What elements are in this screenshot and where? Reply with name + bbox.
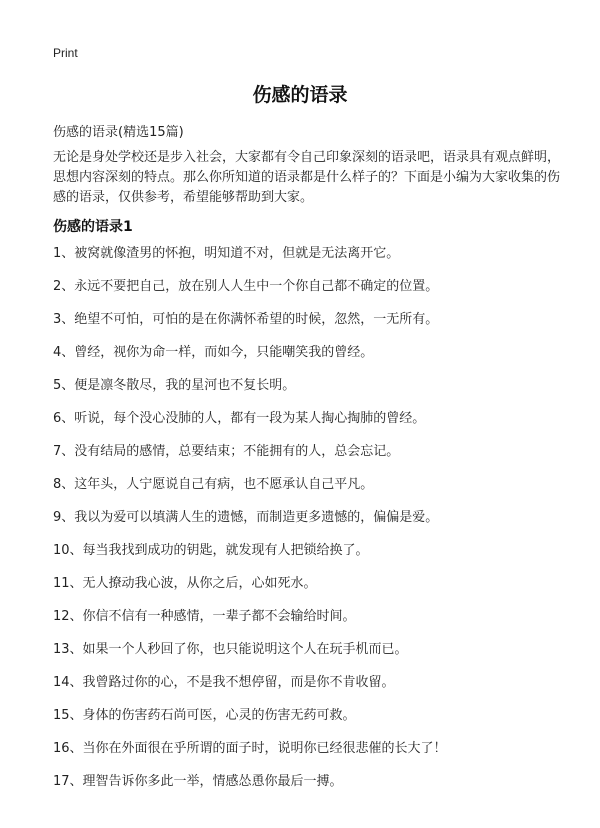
quote-item: 1、被窝就像渣男的怀抱，明知道不对，但就是无法离开它。 — [53, 246, 400, 261]
quote-item: 13、如果一个人秒回了你，也只能说明这个人在玩手机而已。 — [53, 642, 408, 657]
quote-item: 8、这年头，人宁愿说自己有病，也不愿承认自己平凡。 — [53, 477, 374, 492]
quote-list — [53, 245, 447, 806]
intro-paragraph: 无论是身处学校还是步入社会，大家都有令自己印象深刻的语录吧，语录具有观点鲜明，思想内容深刻的特点。那么你所知道的语录都是什么样子的？下面是小编为大家收集的伤感的语录，仅供参考，希望能够帮助到大家。 — [53, 150, 561, 205]
quote-item: 12、你信不信有一种感情，一辈子都不会输给时间。 — [53, 609, 356, 624]
quote-item: 7、没有结局的感情，总要结束；不能拥有的人，总会忘记。 — [53, 444, 400, 459]
section-heading: 伤感的语录1 — [53, 219, 133, 235]
quote-item: 15、身体的伤害药石尚可医，心灵的伤害无药可救。 — [53, 708, 356, 723]
quote-item: 10、每当我找到成功的钥匙，就发现有人把锁给换了。 — [53, 543, 369, 558]
quote-item: 11、无人撩动我心波，从你之后，心如死水。 — [53, 576, 317, 591]
quote-item: 17、理智告诉你多此一举，情感怂恿你最后一搏。 — [53, 774, 343, 789]
quote-item: 9、我以为爱可以填满人生的遗憾，而制造更多遗憾的，偏偏是爱。 — [53, 510, 439, 525]
quote-item: 5、便是凛冬散尽，我的星河也不复长明。 — [53, 378, 296, 393]
quote-item: 4、曾经，视你为命一样，而如今，只能嘲笑我的曾经。 — [53, 345, 374, 360]
document-subtitle: 伤感的语录(精选15篇) — [53, 125, 184, 140]
quote-item: 14、我曾路过你的心，不是我不想停留，而是你不肯收留。 — [53, 675, 395, 690]
print-label: Print — [53, 46, 78, 60]
quote-item: 6、听说，每个没心没肺的人，都有一段为某人掏心掏肺的曾经。 — [53, 411, 426, 426]
page-title: 伤感的语录 — [252, 84, 348, 106]
quote-item: 3、绝望不可怕，可怕的是在你满怀希望的时候，忽然，一无所有。 — [53, 312, 439, 327]
quote-item: 16、当你在外面很在乎所谓的面子时，说明你已经很悲催的长大了！ — [53, 741, 447, 756]
quote-item: 2、永远不要把自己，放在别人人生中一个你自己都不确定的位置。 — [53, 279, 439, 294]
